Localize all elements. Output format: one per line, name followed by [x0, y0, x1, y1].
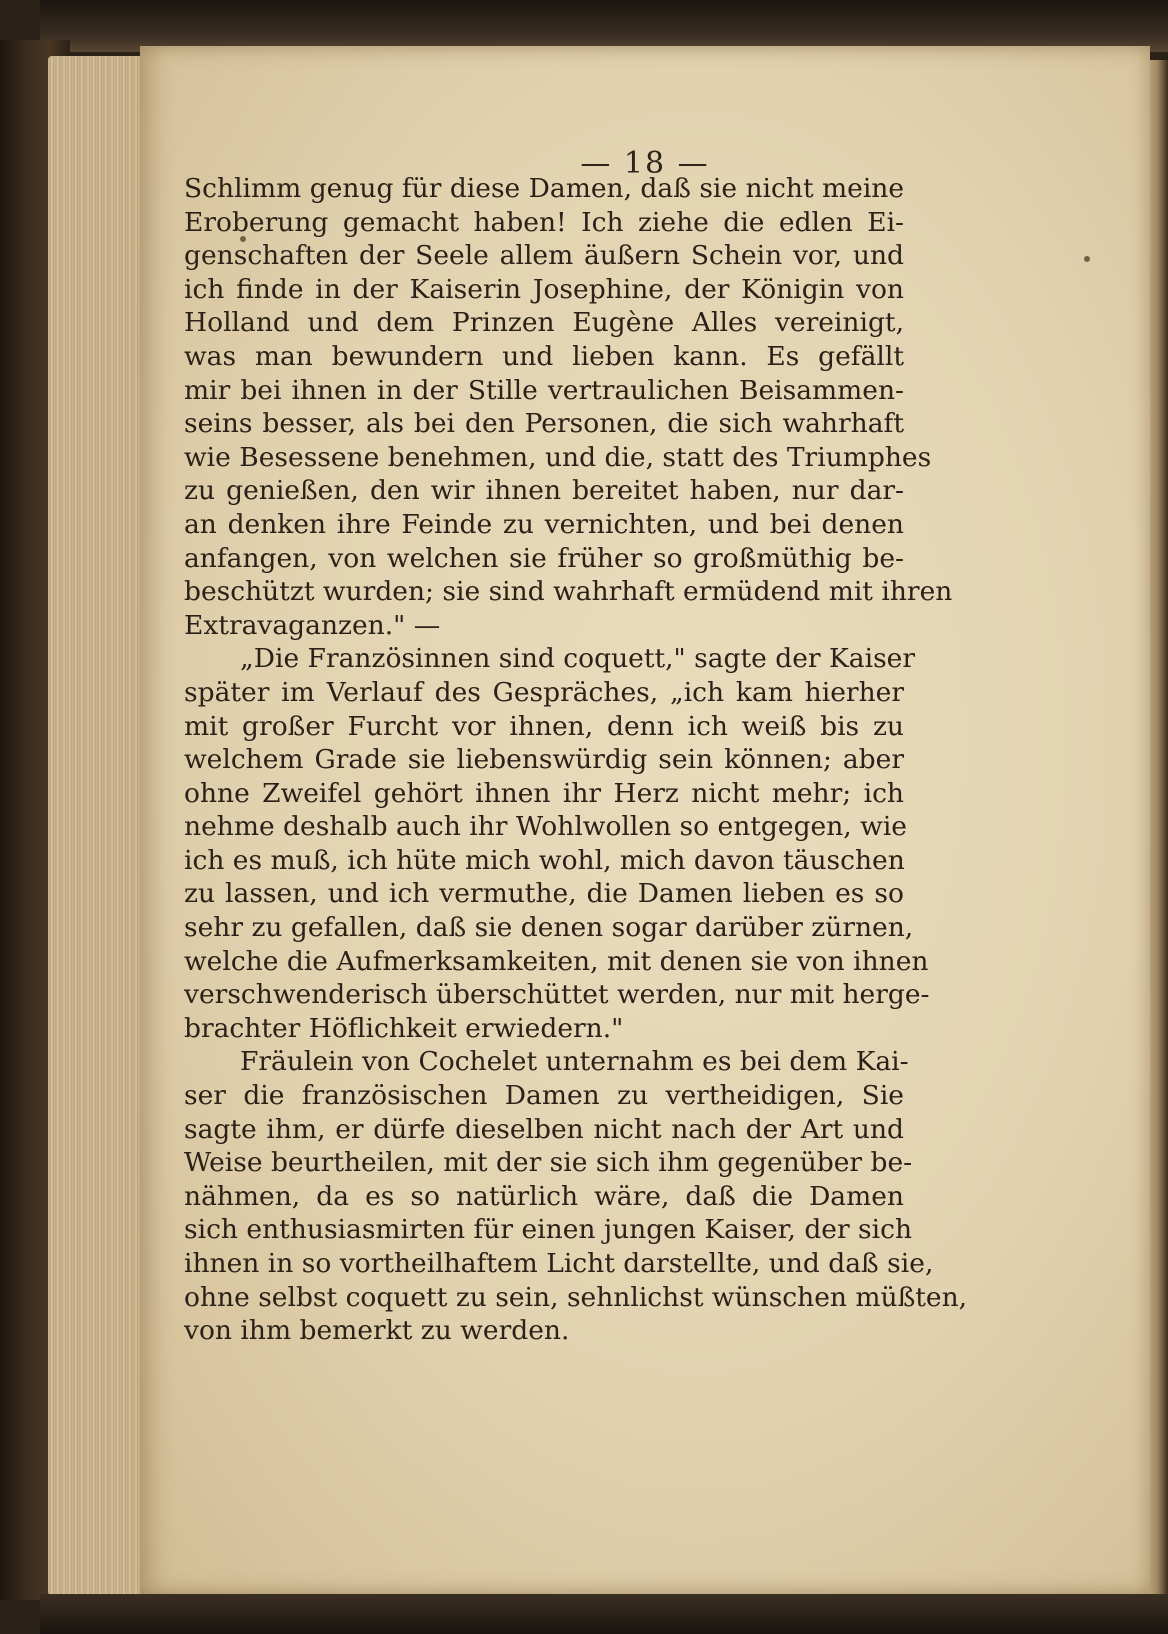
stain-spot [1084, 256, 1090, 262]
text-line: Holland und dem Prinzen Eugène Alles vereinigt, [184, 307, 904, 339]
text-line: mit großer Furcht vor ihnen, denn ich weiß bis zu [184, 710, 904, 742]
text-line: was man bewundern und lieben kann. Es gefällt [184, 340, 904, 372]
body-text [184, 172, 968, 1348]
text-line: von ihm bemerkt zu werden. [184, 1315, 570, 1347]
text-line: brachter Höflichkeit erwiedern." [184, 1012, 624, 1044]
book-cover-top [40, 0, 1168, 52]
text-line: zu lassen, und ich vermuthe, die Damen lieben es so [184, 878, 904, 910]
text-line: mir bei ihnen in der Stille vertraulichen Beisammen- [184, 374, 904, 406]
text-line: nähmen, da es so natürlich wäre, daß die Damen [184, 1180, 904, 1212]
text-line: welche die Aufmerksamkeiten, mit denen sie von ihnen [184, 945, 929, 977]
text-line: seins besser, als bei den Personen, die sich wahrhaft [184, 408, 904, 440]
text-line: beschützt wurden; sie sind wahrhaft ermüdend mit ihren [184, 576, 953, 608]
text-line: welchem Grade sie liebenswürdig sein können; aber [184, 744, 904, 776]
text-line: „Die Französinnen sind coquett," sagte der Kaiser [240, 643, 916, 675]
page-number: — 18 — [580, 146, 710, 181]
text-line: Extravaganzen." — [184, 609, 441, 641]
text-line: sich enthusiasmirten für einen jungen Kaiser, der sich [184, 1214, 913, 1246]
text-line: ohne selbst coquett zu sein, sehnlichst wünschen müßten, [184, 1281, 968, 1313]
text-line: Weise beurtheilen, mit der sie sich ihm gegenüber be- [184, 1147, 913, 1179]
text-line: sagte ihm, er dürfe dieselben nicht nach der Art und [184, 1113, 904, 1145]
text-line: ich finde in der Kaiserin Josephine, der Königin von [184, 273, 904, 305]
text-line: Fräulein von Cochelet unternahm es bei dem Kai- [240, 1046, 909, 1078]
text-line: an denken ihre Feinde zu vernichten, und bei denen [184, 508, 904, 540]
text-line: später im Verlauf des Gespräches, „ich kam hierher [184, 676, 904, 708]
text-line: ser die französischen Damen zu vertheidigen, Sie [184, 1080, 904, 1112]
text-line: ohne Zweifel gehört ihnen ihr Herz nicht mehr; ich [184, 777, 904, 809]
text-line: nehme deshalb auch ihr Wohlwollen so entgegen, wie [184, 811, 907, 843]
book-cover-bottom [40, 1594, 1168, 1634]
text-line: sehr zu gefallen, daß sie denen sogar darüber zürnen, [184, 912, 914, 944]
text-line: verschwenderisch überschüttet werden, nur mit herge- [184, 979, 930, 1011]
text-line: zu genießen, den wir ihnen bereitet haben, nur dar- [184, 475, 904, 507]
text-line: ich es muß, ich hüte mich wohl, mich davon täuschen [184, 844, 905, 876]
text-line: ihnen in so vortheilhaftem Licht darstellte, und daß sie, [184, 1248, 934, 1279]
text-line: genschaften der Seele allem äußern Schein vor, und [184, 240, 904, 272]
text-line: wie Besessene benehmen, und die, statt des Triumphes [184, 441, 932, 473]
text-line: anfangen, von welchen sie früher so großmüthig be- [184, 542, 904, 574]
text-line: Eroberung gemacht haben! Ich ziehe die edlen Ei- [184, 206, 904, 238]
text-line: Schlimm genug für diese Damen, daß sie nicht meine [184, 173, 905, 204]
